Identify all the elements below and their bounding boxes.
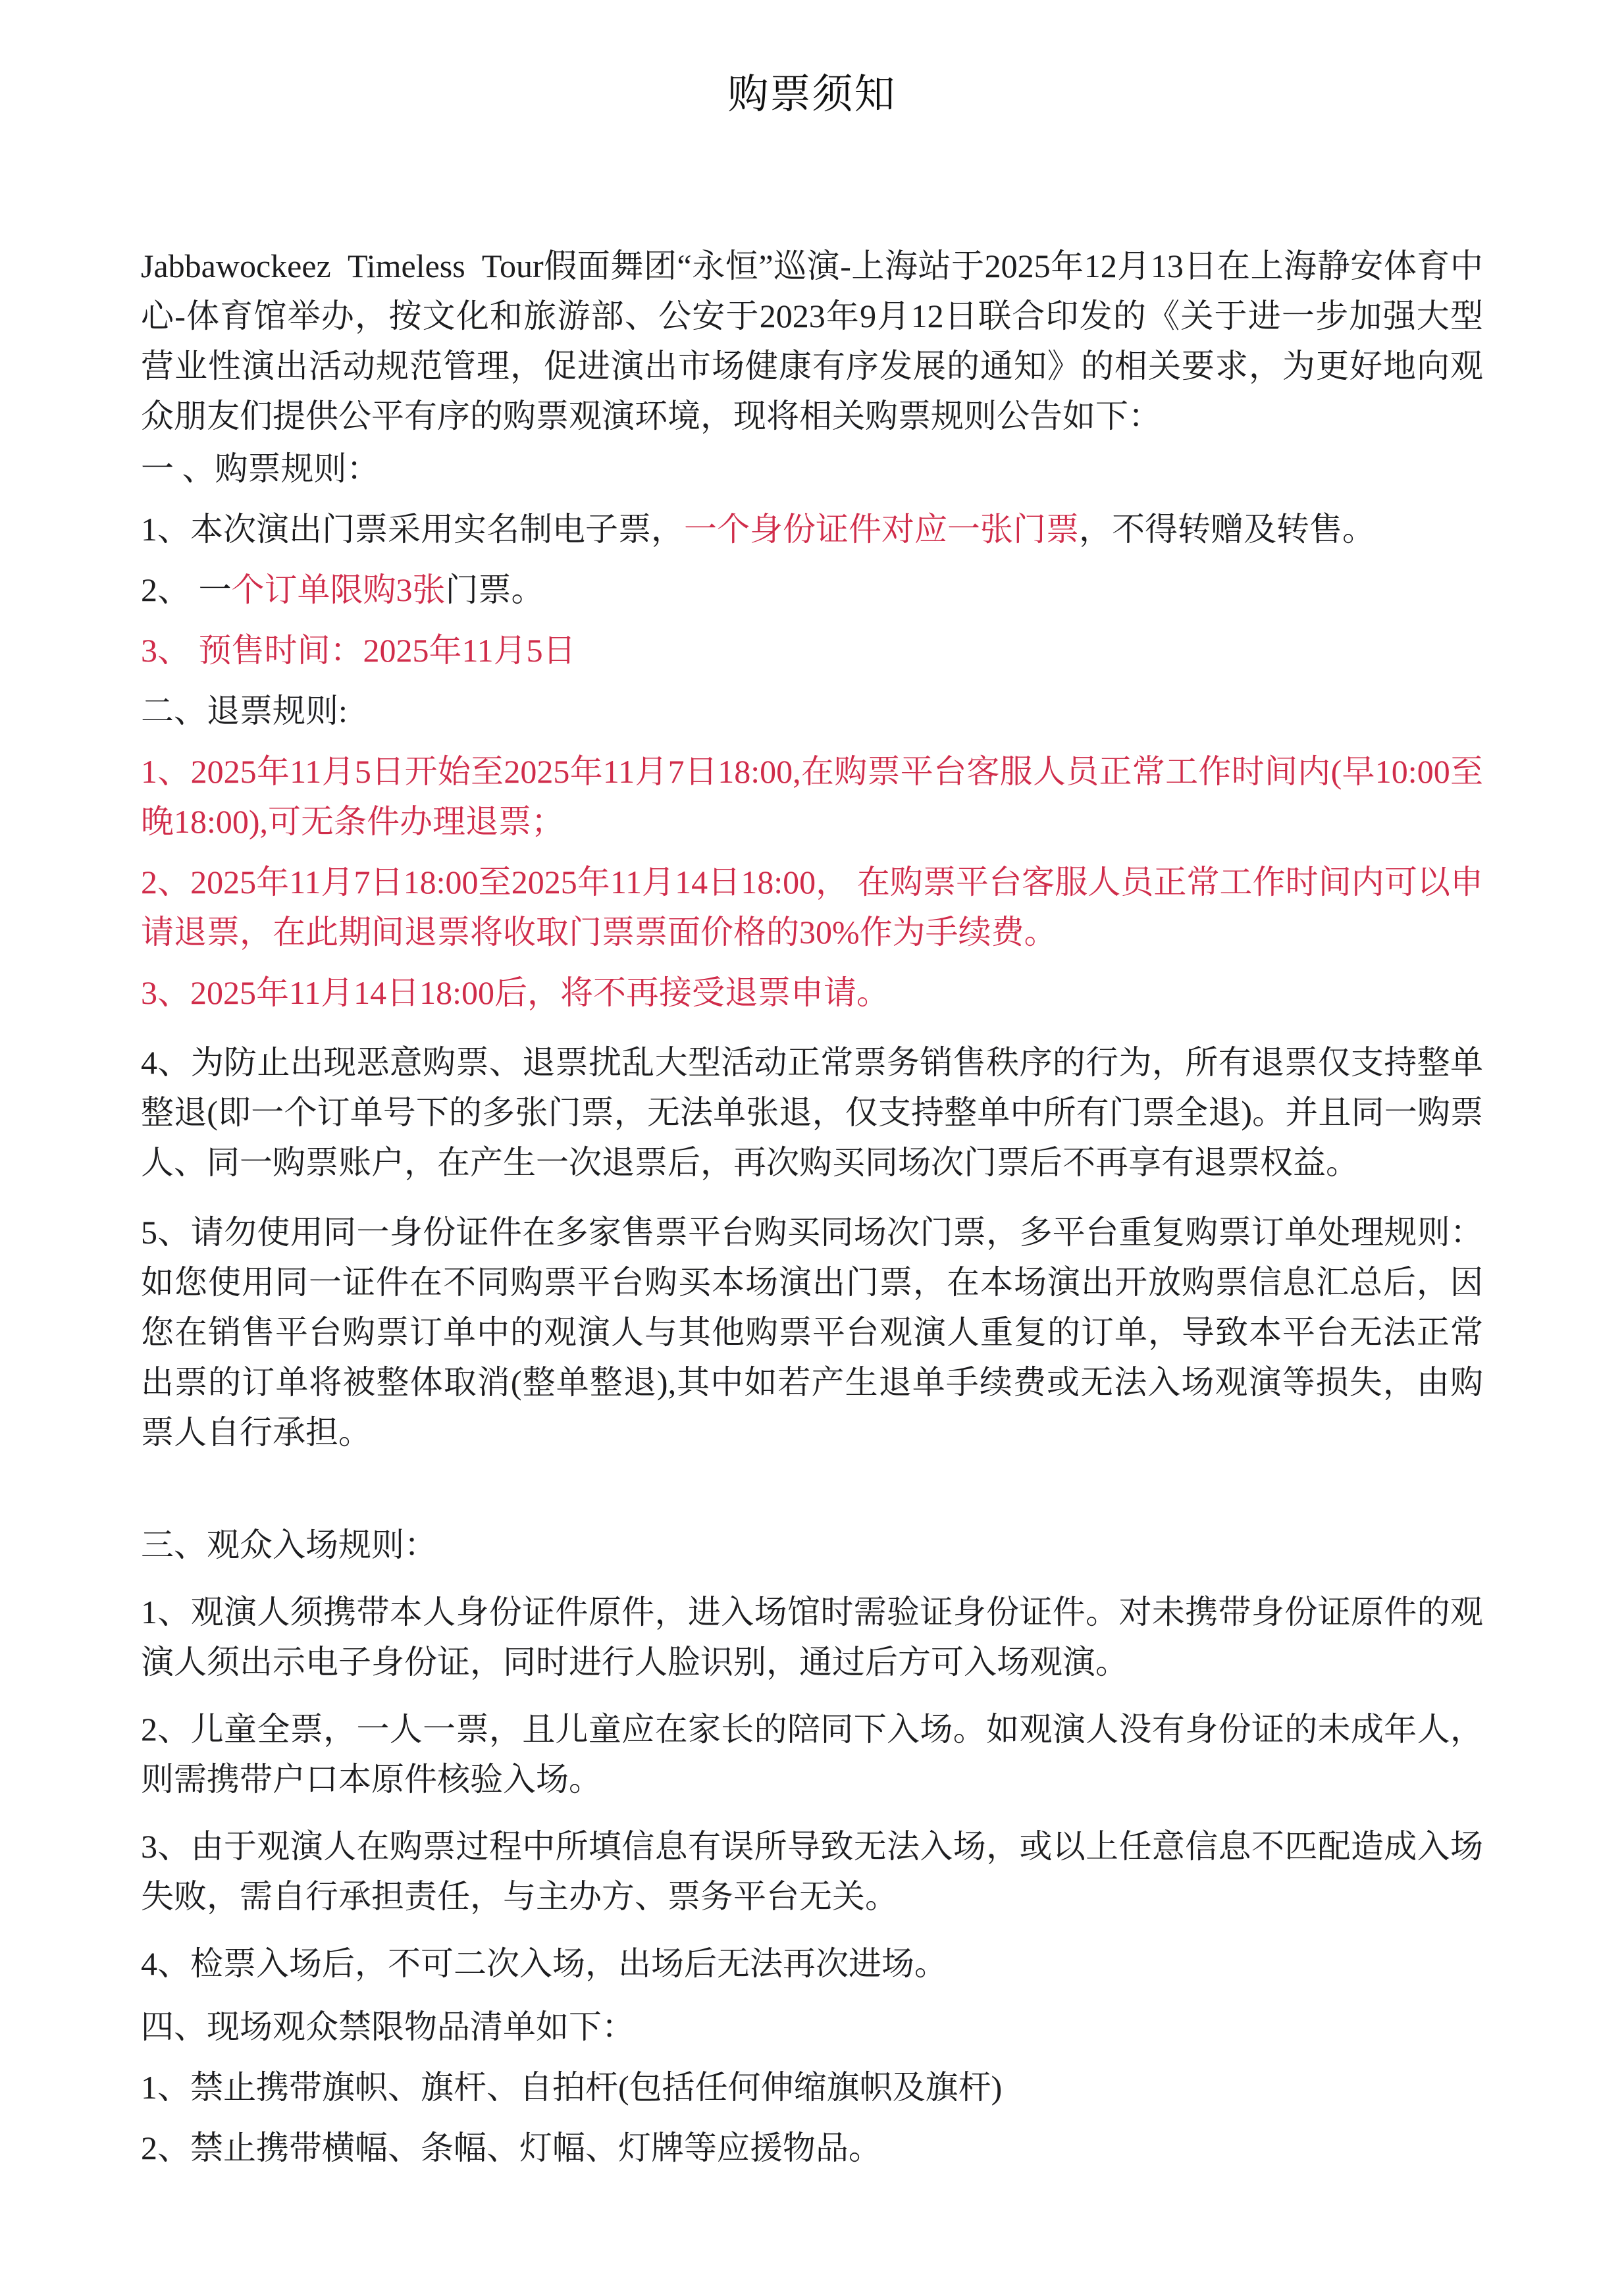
- section2-item-4: 4、为防止出现恶意购票、退票扰乱大型活动正常票务销售秩序的行为，所有退票仅支持整单整退(即一个订单号下的多张门票，无法单张退，仅支持整单中所有门票全退)。并且同一购票人、同一购票账户，在产生一次退票后，再次购买同场次门票后不再享有退票权益。: [141, 1044, 1483, 1181]
- section4-heading: 四、现场观众禁限物品清单如下：: [141, 2008, 635, 2045]
- section1-item-3: 3、 预售时间：2025年11月5日: [141, 632, 576, 669]
- section1-item-2: [141, 565, 1483, 615]
- section2-item-1: 1、2025年11月5日开始至2025年11月7日18:00,在购票平台客服人员正常工作时间内(早10:00至晚18:00),可无条件办理退票；: [141, 753, 1483, 840]
- section2-item-2: 2、2025年11月7日18:00至2025年11月14日18:00， 在购票平台客服人员正常工作时间内可以申请退票，在此期间退票将收取门票票面价格的30%作为手续费。: [141, 864, 1483, 951]
- text-segment: 2、 一: [141, 571, 232, 608]
- section3-heading: 三、观众入场规则：: [141, 1526, 437, 1563]
- section1-heading: 一 、购票规则：: [141, 450, 380, 487]
- text-segment: ，不得转赠及转售。: [1079, 511, 1375, 548]
- section2-item-5: 5、请勿使用同一身份证件在多家售票平台购买同场次门票，多平台重复购票订单处理规则：如您使用同一证件在不同购票平台购买本场演出门票，在本场演出开放购票信息汇总后，因您在销售平台购票订单中的观演人与其他购票平台观演人重复的订单，导致本平台无法正常出票的订单将被整体取消(整单整退),其中如若产生退单手续费或无法入场观演等损失，由购票人自行承担。: [141, 1214, 1483, 1451]
- section1-item-1: [141, 504, 1483, 554]
- section3-item-1: 1、观演人须携带本人身份证件原件，进入场馆时需验证身份证件。对未携带身份证原件的观演人须出示电子身份证，同时进行人脸识别，通过后方可入场观演。: [141, 1594, 1483, 1681]
- section3-item-4: 4、检票入场后，不可二次入场，出场后无法再次进场。: [141, 1945, 947, 1982]
- highlight-red-text: 个订单限购3张: [231, 571, 446, 608]
- section2-item-3: 3、2025年11月14日18:00后，将不再接受退票申请。: [141, 974, 890, 1011]
- section2-heading: 二、退票规则:: [141, 692, 348, 729]
- section4-item-1: 1、禁止携带旗帜、旗杆、自拍杆(包括任何伸缩旗帜及旗杆): [141, 2069, 1003, 2106]
- section3-item-3: 3、由于观演人在购票过程中所填信息有误所导致无法入场，或以上任意信息不匹配造成入场失败，需自行承担责任，与主办方、票务平台无关。: [141, 1828, 1483, 1915]
- section3-item-2: 2、儿童全票，一人一票，且儿童应在家长的陪同下入场。如观演人没有身份证的未成年人，则需携带户口本原件核验入场。: [141, 1711, 1483, 1798]
- section4-item-2: 2、禁止携带横幅、条幅、灯幅、灯牌等应援物品。: [141, 2129, 881, 2166]
- page-title: 购票须知: [727, 72, 897, 117]
- text-segment: 门票。: [445, 571, 544, 608]
- intro-paragraph: Jabbawockeez Timeless Tour假面舞团“永恒”巡演-上海站于2025年12月13日在上海静安体育中 心-体育馆举办，按文化和旅游部、公安于2023年9月12日联合印发的《关于进一步加强大型营业性演出活动规范管理，促进演出市场健康有序发展的通知》的相关要求，为更好地向观众朋友们提供公平有序的购票观演环境，现将相关购票规则公告如下：: [141, 248, 1492, 434]
- text-segment: 1、本次演出门票采用实名制电子票，: [141, 511, 684, 548]
- highlight-red-text: 一个身份证件对应一张门票: [684, 511, 1079, 548]
